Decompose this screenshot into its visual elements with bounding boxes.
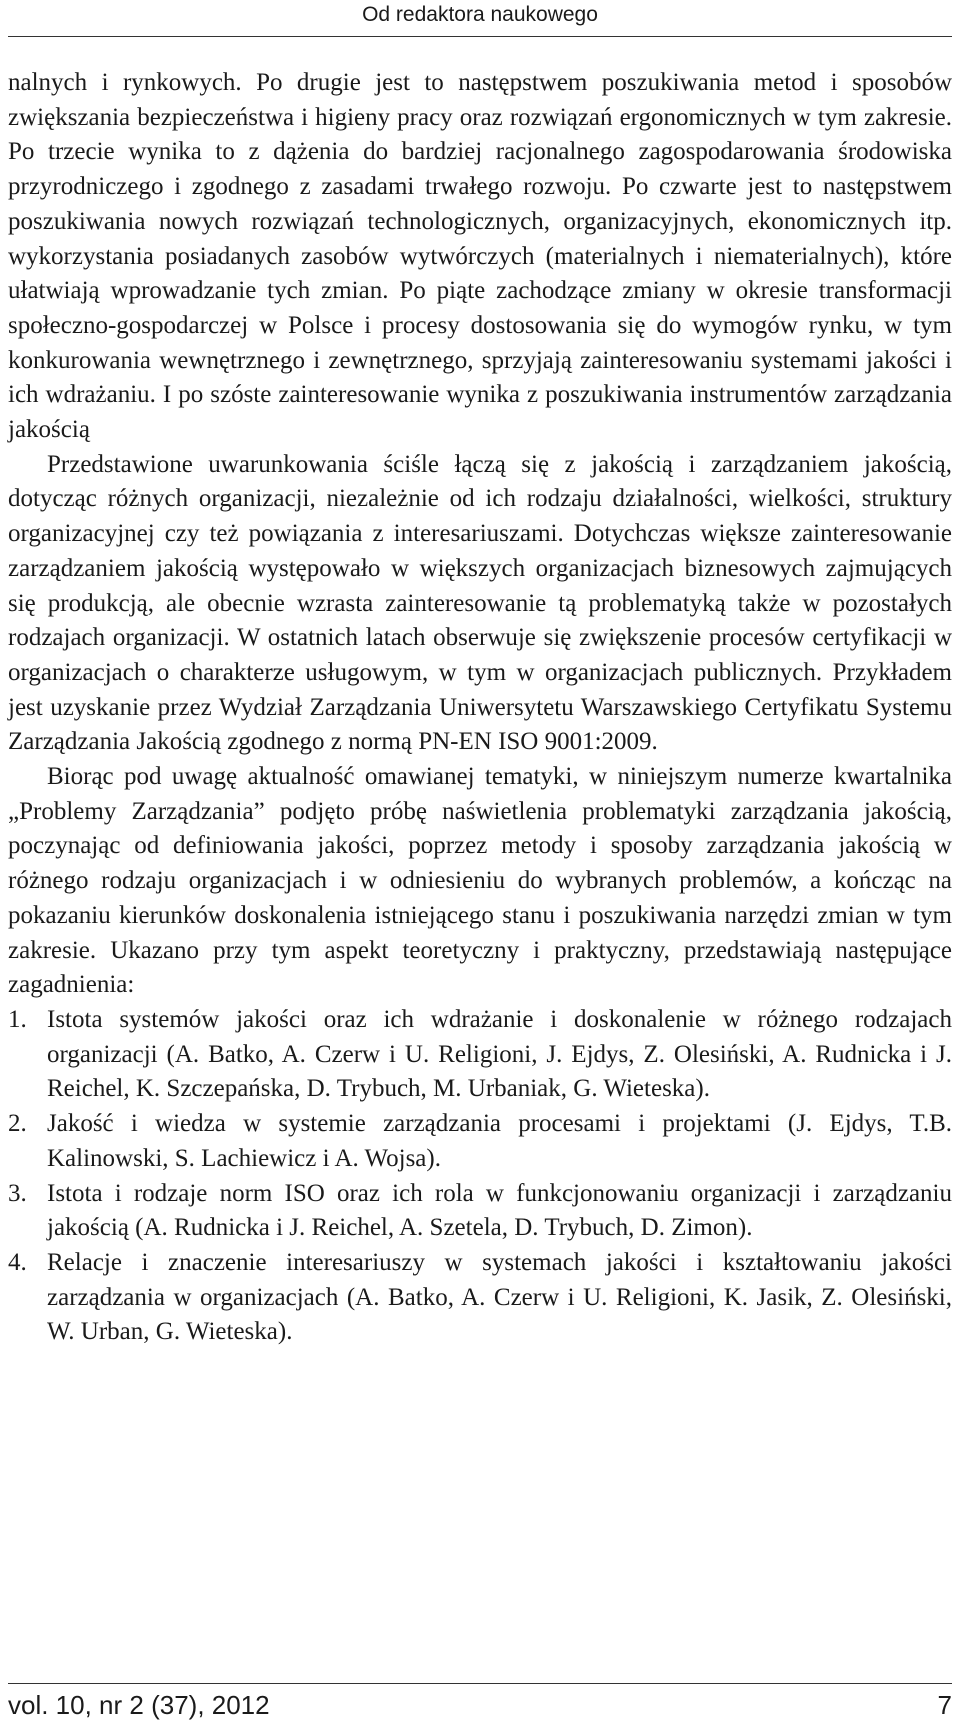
paragraph-1: nalnych i rynkowych. Po drugie jest to następstwem poszukiwania metod i sposobów zwiększania bezpieczeństwa i higieny pracy oraz rozwiązań ergonomicznych w tym zakresie. Po trzecie wynika to z dążenia do bardziej racjonalnego zagospodarowania środowiska przyrodniczego i zgodnego z zasadami trwałego rozwoju. Po czwarte jest to następstwem poszukiwania nowych rozwiązań technologicznych, organizacyjnych, ekonomicznych itp. wykorzystania posiadanych zasobów wytwórczych (materialnych i niematerialnych), które ułatwiają wprowadzanie tych zmian. Po piąte zachodzące zmiany w okresie transformacji społeczno-gospodarczej w Polsce i procesy dostosowania się do wymogów rynku, w tym konkurowania wewnętrznego i zewnętrznego, sprzyjają zainteresowaniu systemami jakości i ich wdrażaniu. I po szóste zainteresowanie wynika z poszukiwania instrumentów zarządzania jakością [8,69,952,444]
topics-list [8,1003,952,1350]
list-item-text: Istota i rodzaje norm ISO oraz ich rola w funkcjonowaniu organizacji i zarządzaniu jakością (A. Rudnicka i J. Reichel, A. Szetela, D. Trybuch, D. Zimon). [47,1179,952,1242]
header-divider [8,36,952,37]
list-item [8,1003,952,1107]
list-item [8,1246,952,1350]
journal-volume: vol. 10, nr 2 (37), 2012 [8,1690,270,1720]
list-item-text: Jakość i wiedza w systemie zarządzania procesami i projektami (J. Ejdys, T.B. Kalinowski, S. Lachiewicz i A. Wojsa). [47,1110,952,1172]
page-footer [8,1688,952,1722]
footer-divider [8,1683,952,1684]
paragraph-2: Przedstawione uwarunkowania ściśle łączą się z jakością i zarządzaniem jakością, dotycząc różnych organizacji, niezależnie od ich rodzaju działalności, wielkości, struktury organizacyjnej czy też powiązania z interesariuszami. Dotychczas większe zainteresowanie zarządzaniem jakością występowało w większych organizacjach biznesowych zajmujących się produkcją, ale obecnie wzrasta zainteresowanie tą problematyką także w pozostałych rodzajach organizacji. W ostatnich latach obserwuje się zwiększenie procesów certyfikacji w organizacjach o charakterze usługowym, w tym w organizacjach publicznych. Przykładem jest uzyskanie przez Wydział Zarządzania Uniwersytetu Warszawskiego Certyfikatu Systemu Zarządzania Jakością zgodnego z normą PN-EN ISO 9001:2009. [8,450,952,756]
list-item-number: 3. [8,1179,27,1207]
list-item-number: 4. [8,1248,27,1276]
page-number: 7 [937,1690,952,1720]
list-item [8,1177,952,1246]
paragraph-3: Biorąc pod uwagę aktualność omawianej tematyki, w niniejszym numerze kwartalnika „Problemy Zarządzania” podjęto próbę naświetlenia problematyki zarządzania jakością, poczynając od definiowania jakości, poprzez metody i sposoby zarządzania jakością w różnego rodzaju organizacjach i w odniesieniu do wybranych problemów, a kończąc na pokazaniu kierunków doskonalenia istniejącego stanu i poszukiwania narzędzi zmian w tym zakresie. Ukazano przy tym aspekt teoretyczny i praktyczny, przedstawiają następujące zagadnienia: [8,763,952,999]
list-item-number: 1. [8,1005,27,1033]
list-item-text: Istota systemów jakości oraz ich wdrażanie i doskonalenie w różnego rodzajach organizacji (A. Batko, A. Czerw i U. Religioni, J. Ejdys, Z. Olesiński, A. Rudnicka i J. Reichel, K. Szczepańska, D. Trybuch, M. Urbaniak, G. Wieteska). [47,1005,952,1103]
list-item-text: Relacje i znaczenie interesariuszy w systemach jakości i kształtowaniu jakości zarządzania w organizacjach (A. Batko, A. Czerw i U. Religioni, K. Jasik, Z. Olesiński, W. Urban, G. Wieteska). [47,1248,952,1346]
list-item [8,1107,952,1176]
running-header: Od redaktora naukowego [362,3,598,26]
article-body [8,66,952,1350]
list-item-number: 2. [8,1110,27,1138]
